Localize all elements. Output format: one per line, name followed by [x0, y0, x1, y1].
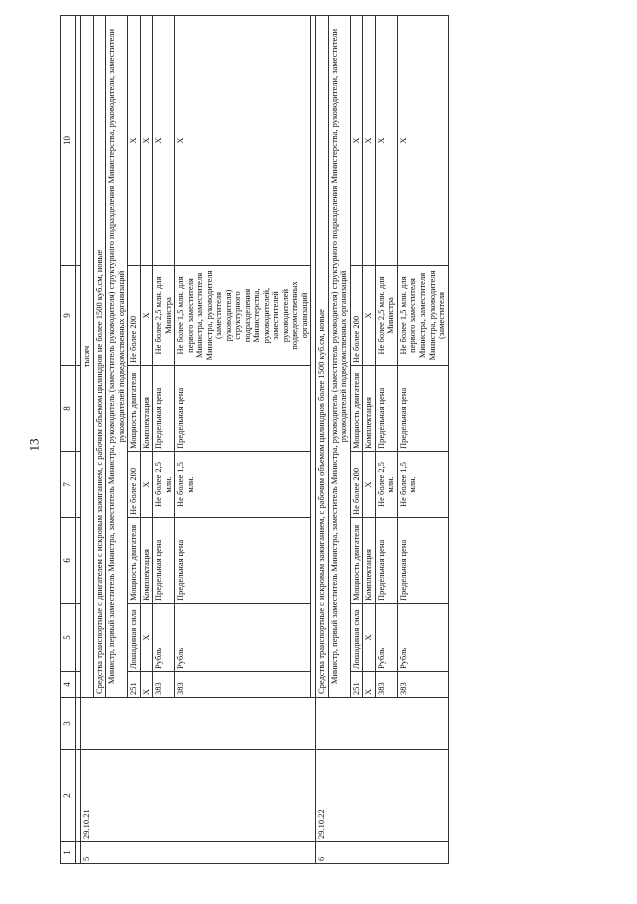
- characteristic-cell: Предельная цена: [153, 518, 175, 604]
- characteristic-cell: Комплектация: [140, 366, 153, 452]
- header-cell: 1: [61, 842, 76, 864]
- characteristic-cell: Предельная цена: [153, 366, 175, 452]
- characteristic-cell: Предельная цена: [375, 518, 397, 604]
- characteristic-cell: Предельная цена: [175, 366, 311, 452]
- header-cell: 6: [61, 518, 76, 604]
- section-title: Средства транспортные с искровым зажиганием, с рабочим объемом цилиндров более 1500 куб.см, новые: [316, 16, 329, 698]
- header-row: [61, 16, 76, 864]
- value-cell: Не более 2,5 млн. для Министра: [375, 266, 397, 366]
- characteristic-cell: Комплектация: [363, 518, 376, 604]
- header-cell: 7: [61, 452, 76, 518]
- code-cell: Х: [140, 672, 153, 698]
- header-cell: 8: [61, 366, 76, 452]
- code-cell: Х: [363, 672, 376, 698]
- code-cell: 251: [128, 672, 141, 698]
- section-title: Средства транспортные с двигателем с искровым зажиганием, с рабочим объемом цилиндров не более 1500 куб.см, новые: [93, 16, 106, 698]
- page-number: 13: [26, 438, 42, 452]
- characteristic-cell: Комплектация: [363, 366, 376, 452]
- rotated-page: [60, 16, 637, 864]
- mark-cell: Х: [363, 16, 376, 266]
- characteristic-cell: Комплектация: [140, 518, 153, 604]
- header-cell: 2: [61, 750, 76, 842]
- code-cell: 383: [397, 672, 448, 698]
- mark-cell: Х: [128, 16, 141, 266]
- code-cell: 383: [153, 672, 175, 698]
- value-cell: Не более 200: [128, 266, 141, 366]
- characteristic-cell: Предельная цена: [397, 366, 448, 452]
- okpd-code: 29.10.22: [316, 750, 448, 842]
- value-cell: Не более 1,5 млн.: [175, 452, 311, 518]
- header-cell: 9: [61, 266, 76, 366]
- empty-cell: [316, 698, 448, 750]
- row-number: 6: [316, 842, 448, 864]
- unit-cell: Х: [363, 604, 376, 672]
- mark-cell: Х: [397, 16, 448, 266]
- characteristic-cell: Предельная цена: [397, 518, 448, 604]
- value-cell: Не более 2,5 млн.: [153, 452, 175, 518]
- unit-cell: Лошадиная сила: [350, 604, 363, 672]
- characteristic-cell: Мощность двигателя: [350, 366, 363, 452]
- characteristic-cell: Мощность двигателя: [350, 518, 363, 604]
- code-cell: 251: [350, 672, 363, 698]
- empty-cell: [81, 698, 316, 750]
- requirements-table: [60, 15, 449, 864]
- value-cell: Не более 1,5 млн.: [397, 452, 448, 518]
- value-cell: Не более 1,5 млн. для первого заместителя Министра, заместителя Министра, руководителя (заместителя руководителя) структурного подразделения Министерства, руководителей, заместителей руководителей подведомственных организаций: [175, 266, 311, 366]
- value-cell: Не более 200: [350, 266, 363, 366]
- mark-cell: Х: [350, 16, 363, 266]
- section-5-unit-row: [81, 16, 94, 864]
- header-cell: 3: [61, 698, 76, 750]
- mark-cell: Х: [153, 16, 175, 266]
- mark-cell: Х: [140, 16, 153, 266]
- characteristic-cell: Мощность двигателя: [128, 366, 141, 452]
- characteristic-cell: Предельная цена: [375, 366, 397, 452]
- unit-cell: Рубль: [175, 604, 311, 672]
- row-number: 5: [81, 842, 316, 864]
- value-cell: Не более 2,5 млн. для Министра: [153, 266, 175, 366]
- unit-cell: Рубль: [153, 604, 175, 672]
- value-cell: Не более 200: [128, 452, 141, 518]
- value-cell: Не более 200: [350, 452, 363, 518]
- value-cell: Х: [140, 452, 153, 518]
- unit-cell: Рубль: [375, 604, 397, 672]
- header-cell: 4: [61, 672, 76, 698]
- value-cell: Х: [363, 266, 376, 366]
- value-cell: Не более 2,5 млн.: [375, 452, 397, 518]
- section-subtitle: Министр, первый заместитель Министра, заместитель Министра, руководитель (заместитель руководителя) структурного подразделения Министерства, руководители, заместители руководителей подведомственных организаций: [106, 16, 128, 698]
- header-cell: 5: [61, 604, 76, 672]
- unit-cell: Рубль: [397, 604, 448, 672]
- header-cell: 10: [61, 16, 76, 266]
- okpd-code: 29.10.21: [81, 750, 316, 842]
- value-cell: Х: [140, 266, 153, 366]
- characteristic-cell: Предельная цена: [175, 518, 311, 604]
- unit-cell: Х: [140, 604, 153, 672]
- section-6-title-row: [316, 16, 329, 864]
- code-cell: 383: [175, 672, 311, 698]
- characteristic-cell: Мощность двигателя: [128, 518, 141, 604]
- value-cell: Х: [363, 452, 376, 518]
- value-cell: Не более 1,5 млн. для первого заместителя Министра, заместителя Министра, руководителя (заместителя: [397, 266, 448, 366]
- unit-note: тысяч: [81, 16, 94, 698]
- mark-cell: Х: [175, 16, 311, 266]
- unit-cell: Лошадиная сила: [128, 604, 141, 672]
- mark-cell: Х: [375, 16, 397, 266]
- code-cell: 383: [375, 672, 397, 698]
- section-subtitle: Министр, первый заместитель Министра, заместитель Министра, руководитель (заместитель руководителя) структурного подразделения Министерства, руководители, заместители руководителей подведомственных организаций: [328, 16, 350, 698]
